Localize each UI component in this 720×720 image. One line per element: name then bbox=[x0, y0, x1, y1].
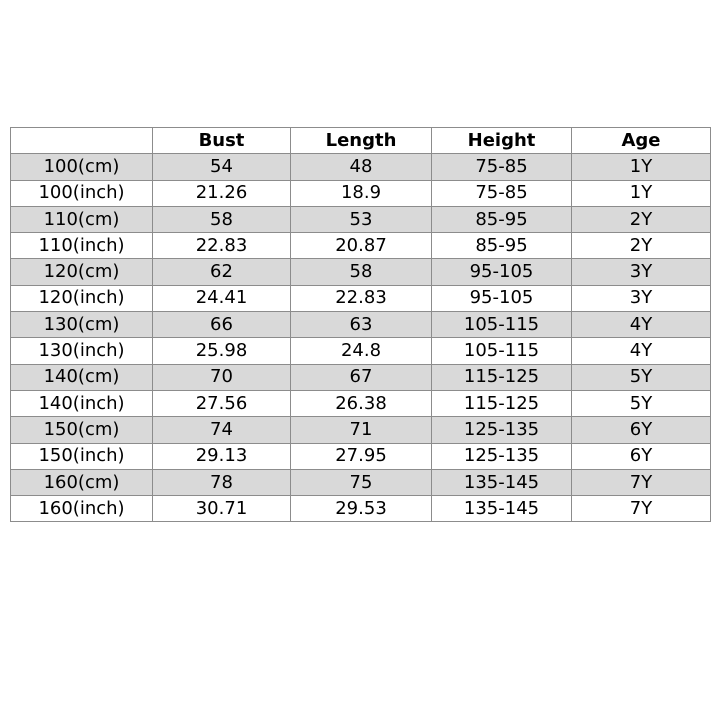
bust-cell: 24.41 bbox=[153, 285, 291, 311]
bust-cell: 25.98 bbox=[153, 338, 291, 364]
bust-cell: 78 bbox=[153, 469, 291, 495]
bust-cell: 66 bbox=[153, 312, 291, 338]
length-cell: 58 bbox=[291, 259, 432, 285]
height-cell: 115-125 bbox=[432, 364, 572, 390]
length-cell: 26.38 bbox=[291, 390, 432, 416]
bust-cell: 54 bbox=[153, 154, 291, 180]
header-cell-age: Age bbox=[572, 128, 711, 154]
table-row bbox=[11, 206, 711, 232]
bust-cell: 58 bbox=[153, 206, 291, 232]
bust-cell: 30.71 bbox=[153, 496, 291, 522]
table-row bbox=[11, 180, 711, 206]
length-cell: 20.87 bbox=[291, 233, 432, 259]
height-cell: 85-95 bbox=[432, 206, 572, 232]
table-row bbox=[11, 233, 711, 259]
size-cell: 160(inch) bbox=[11, 496, 153, 522]
height-cell: 75-85 bbox=[432, 154, 572, 180]
age-cell: 4Y bbox=[572, 338, 711, 364]
bust-cell: 62 bbox=[153, 259, 291, 285]
header-cell-size bbox=[11, 128, 153, 154]
height-cell: 105-115 bbox=[432, 338, 572, 364]
size-cell: 130(cm) bbox=[11, 312, 153, 338]
age-cell: 5Y bbox=[572, 390, 711, 416]
length-cell: 75 bbox=[291, 469, 432, 495]
height-cell: 75-85 bbox=[432, 180, 572, 206]
size-cell: 100(cm) bbox=[11, 154, 153, 180]
header-cell-length: Length bbox=[291, 128, 432, 154]
bust-cell: 70 bbox=[153, 364, 291, 390]
height-cell: 125-135 bbox=[432, 417, 572, 443]
age-cell: 6Y bbox=[572, 443, 711, 469]
length-cell: 24.8 bbox=[291, 338, 432, 364]
age-cell: 7Y bbox=[572, 496, 711, 522]
length-cell: 29.53 bbox=[291, 496, 432, 522]
bust-cell: 29.13 bbox=[153, 443, 291, 469]
length-cell: 18.9 bbox=[291, 180, 432, 206]
length-cell: 67 bbox=[291, 364, 432, 390]
age-cell: 1Y bbox=[572, 180, 711, 206]
size-cell: 140(inch) bbox=[11, 390, 153, 416]
bust-cell: 22.83 bbox=[153, 233, 291, 259]
table-row bbox=[11, 417, 711, 443]
size-chart-table bbox=[10, 127, 711, 522]
age-cell: 2Y bbox=[572, 233, 711, 259]
size-cell: 160(cm) bbox=[11, 469, 153, 495]
table-row bbox=[11, 312, 711, 338]
table-row bbox=[11, 338, 711, 364]
header-cell-bust: Bust bbox=[153, 128, 291, 154]
table-row bbox=[11, 259, 711, 285]
table-row bbox=[11, 469, 711, 495]
length-cell: 63 bbox=[291, 312, 432, 338]
height-cell: 115-125 bbox=[432, 390, 572, 416]
size-cell: 140(cm) bbox=[11, 364, 153, 390]
table-row bbox=[11, 390, 711, 416]
length-cell: 27.95 bbox=[291, 443, 432, 469]
size-cell: 150(inch) bbox=[11, 443, 153, 469]
length-cell: 22.83 bbox=[291, 285, 432, 311]
age-cell: 3Y bbox=[572, 259, 711, 285]
length-cell: 71 bbox=[291, 417, 432, 443]
age-cell: 5Y bbox=[572, 364, 711, 390]
table-row bbox=[11, 496, 711, 522]
size-cell: 100(inch) bbox=[11, 180, 153, 206]
table-row bbox=[11, 364, 711, 390]
height-cell: 135-145 bbox=[432, 469, 572, 495]
height-cell: 95-105 bbox=[432, 259, 572, 285]
height-cell: 135-145 bbox=[432, 496, 572, 522]
table-row bbox=[11, 154, 711, 180]
header-row bbox=[11, 128, 711, 154]
height-cell: 95-105 bbox=[432, 285, 572, 311]
size-cell: 120(inch) bbox=[11, 285, 153, 311]
age-cell: 4Y bbox=[572, 312, 711, 338]
length-cell: 48 bbox=[291, 154, 432, 180]
height-cell: 125-135 bbox=[432, 443, 572, 469]
age-cell: 6Y bbox=[572, 417, 711, 443]
height-cell: 85-95 bbox=[432, 233, 572, 259]
header-cell-height: Height bbox=[432, 128, 572, 154]
size-cell: 130(inch) bbox=[11, 338, 153, 364]
age-cell: 3Y bbox=[572, 285, 711, 311]
size-cell: 110(cm) bbox=[11, 206, 153, 232]
size-cell: 120(cm) bbox=[11, 259, 153, 285]
age-cell: 2Y bbox=[572, 206, 711, 232]
bust-cell: 21.26 bbox=[153, 180, 291, 206]
bust-cell: 74 bbox=[153, 417, 291, 443]
table-row bbox=[11, 443, 711, 469]
length-cell: 53 bbox=[291, 206, 432, 232]
size-cell: 110(inch) bbox=[11, 233, 153, 259]
size-cell: 150(cm) bbox=[11, 417, 153, 443]
bust-cell: 27.56 bbox=[153, 390, 291, 416]
age-cell: 1Y bbox=[572, 154, 711, 180]
height-cell: 105-115 bbox=[432, 312, 572, 338]
table-row bbox=[11, 285, 711, 311]
age-cell: 7Y bbox=[572, 469, 711, 495]
